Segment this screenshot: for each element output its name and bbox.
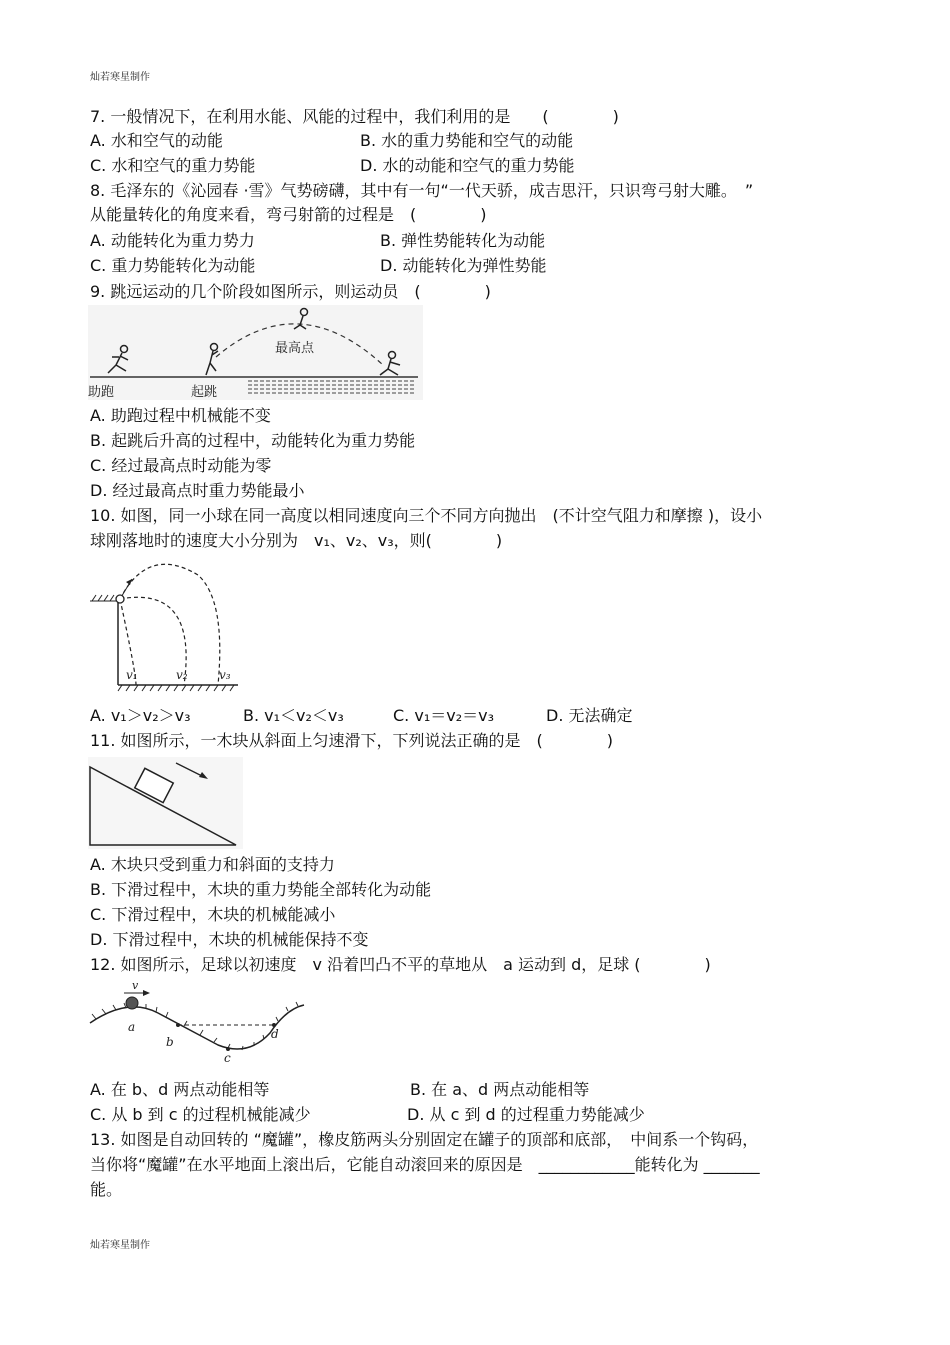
long-jump-figure [88,305,423,400]
q7-stem: 7. 一般情况下，在利用水能、风能的过程中，我们利用的是 ( ) [90,107,619,126]
q8-stem-line1: 8. 毛泽东的《沁园春 ·雪》气势磅礴，其中有一句“一代天骄，成吉思汗，只识弯弓射大雕。 ” [90,181,754,200]
q8-option-d: D. 动能转化为弹性势能 [380,256,547,275]
label-v1: v₁ [126,668,138,682]
football [126,997,138,1009]
incline-figure [88,757,243,849]
q10-option-b: B. v₁＜v₂＜v₃ [243,706,344,725]
ball [116,595,124,603]
q8-option-b: B. 弹性势能转化为动能 [380,231,546,250]
cliff-top-hatch [90,595,118,601]
q10-stem-line1: 10. 如图，同一小球在同一高度以相同速度向三个不同方向抛出 (不计空气阻力和摩擦 )，设小 [90,506,763,525]
figure-background [88,305,423,400]
point-b-dot [176,1023,180,1027]
q7-option-c: C. 水和空气的重力势能 [90,156,256,175]
figure-background [88,757,243,849]
q12-option-a: A. 在 b、d 两点动能相等 [90,1080,270,1099]
q13-line2: 当你将“魔罐”在水平地面上滚出后，它能自动滚回来的原因是 ____________能转化为 _______ [90,1155,760,1174]
q11-option-a: A. 木块只受到重力和斜面的支持力 [90,855,335,874]
q11-option-d: D. 下滑过程中，木块的机械能保持不变 [90,930,369,949]
label-takeoff: 起跳 [191,385,218,400]
label-v3: v₃ [219,668,231,682]
page-footer: 灿若寒星制作 [90,1240,150,1251]
projectile-figure [88,555,248,695]
label-v2: v₂ [176,668,188,682]
q7-option-a: A. 水和空气的动能 [90,131,223,150]
q13-line1: 13. 如图是自动回转的 “魔罐”，橡皮筋两头分别固定在罐子的顶部和底部， 中间系一个钩码， [90,1130,759,1149]
trajectory-3 [120,564,220,685]
q7-option-d: D. 水的动能和空气的重力势能 [360,156,575,175]
label-a: a [128,1020,136,1034]
q9-option-c: C. 经过最高点时动能为零 [90,456,272,475]
velocity-arrowhead [143,990,150,996]
q12-option-c: C. 从 b 到 c 的过程机械能减少 [90,1105,311,1124]
q13-line3: 能。 [90,1180,123,1199]
q11-stem: 11. 如图所示，一木块从斜面上匀速滑下，下列说法正确的是 ( ) [90,731,614,750]
ground-hatch [118,685,234,691]
q10-option-a: A. v₁＞v₂＞v₃ [90,706,191,725]
q10-stem-line2: 球刚落地时的速度大小分别为 v₁、v₂、v₃，则( ) [90,531,503,550]
label-c: c [224,1051,231,1063]
q12-option-b: B. 在 a、d 两点动能相等 [410,1080,590,1099]
q9-option-a: A. 助跑过程中机械能不变 [90,406,271,425]
launch-arrowhead [126,579,132,585]
label-highest-point: 最高点 [275,341,315,356]
q8-option-c: C. 重力势能转化为动能 [90,256,256,275]
q8-option-a: A. 动能转化为重力势力 [90,231,255,250]
q11-option-c: C. 下滑过程中，木块的机械能减小 [90,905,336,924]
q9-option-b: B. 起跳后升高的过程中，动能转化为重力势能 [90,431,416,450]
q11-option-b: B. 下滑过程中，木块的重力势能全部转化为动能 [90,880,432,899]
label-d: d [271,1027,279,1041]
q12-option-d: D. 从 c 到 d 的过程重力势能减少 [407,1105,645,1124]
q7-option-b: B. 水的重力势能和空气的动能 [360,131,574,150]
q12-stem: 12. 如图所示，足球以初速度 v 沿着凹凸不平的草地从 a 运动到 d，足球 ( ) [90,955,711,974]
label-b: b [166,1035,174,1049]
q10-option-d: D. 无法确定 [546,706,633,725]
label-v: v [132,983,139,992]
q9-option-d: D. 经过最高点时重力势能最小 [90,481,305,500]
page-header: 灿若寒星制作 [90,72,150,83]
q8-stem-line2: 从能量转化的角度来看，弯弓射箭的过程是 ( ) [90,205,487,224]
football-terrain-figure [88,983,310,1063]
q10-option-c: C. v₁＝v₂＝v₃ [393,706,494,725]
label-run: 助跑 [88,385,115,400]
q9-stem: 9. 跳远运动的几个阶段如图所示，则运动员 ( ) [90,282,491,301]
grass-hatch [92,1002,298,1050]
